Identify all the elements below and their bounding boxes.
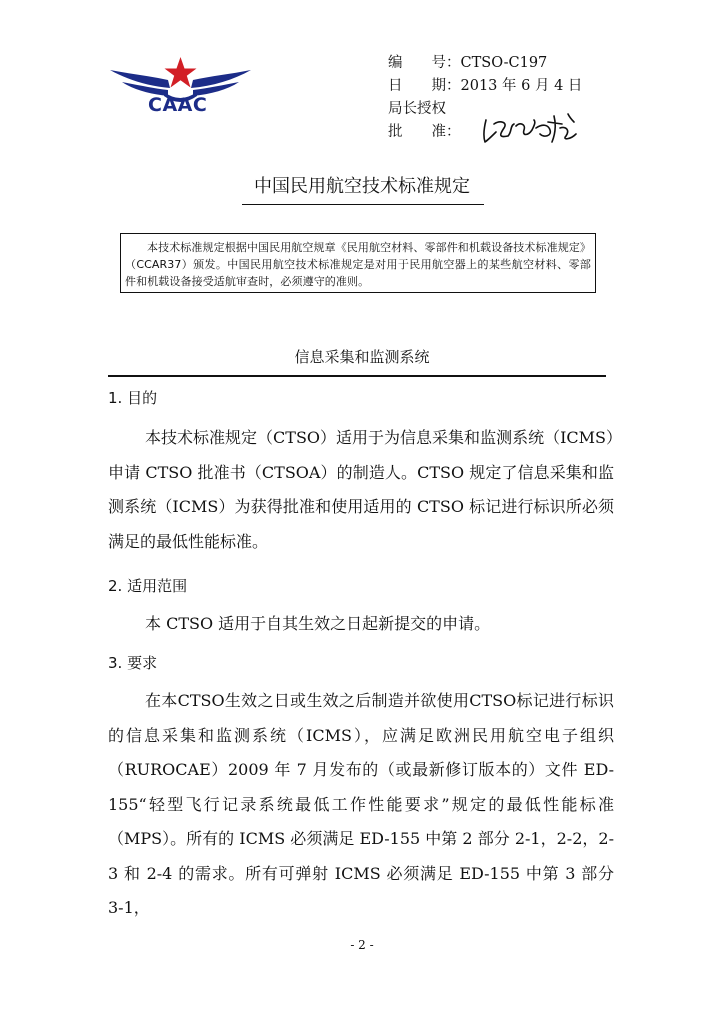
meta-date	[388, 74, 582, 98]
page-number: - 2 -	[350, 938, 374, 952]
meta-authorize	[388, 97, 446, 121]
meta-number	[388, 51, 547, 75]
section-paragraph-requirements: 在本CTSO生效之日或生效之后制造并欲使用CTSO标记进行标识的信息采集和监测系统（ICMS），应满足欧洲民用航空电子组织（RUROCAE）2009 年 7 月发布的（或最新修订版本的）文件 ED-155“轻型飞行记录系统最低工作性能要求”规定的最低性能标准（MPS）。所有的 ICMS 必须满足 ED-155 中第 2 部分 2-1，2-2，2-3 和 2-4 的需求。所有可弹射 ICMS 必须满足 ED-155 中第 3 部分 3-1，	[108, 691, 614, 917]
number-label: 编 号：	[388, 55, 461, 71]
notice-box: 本技术标准规定根据中国民用航空规章《民用航空材料、零部件和机载设备技术标准规定》（CCAR37）颁发。中国民用航空技术标准规定是对用于民用航空器上的某些航空材料、零部件和机载设备接受适航审查时，必须遵守的准则。	[120, 233, 596, 293]
approve-label: 批 准：	[388, 124, 461, 140]
section-paragraph-scope: 本 CTSO 适用于自其生效之日起新提交的申请。	[145, 614, 491, 633]
system-title: 信息采集和监测系统	[294, 348, 430, 366]
system-title-rule	[108, 375, 606, 377]
right-wing	[191, 70, 251, 96]
logo-text: CAAC	[148, 94, 208, 116]
section-heading-purpose: 1. 目的	[108, 389, 158, 407]
authorize-label: 局长授权	[388, 101, 446, 117]
section-heading-requirements: 3. 要求	[108, 654, 158, 672]
number-value: CTSO-C197	[460, 55, 548, 71]
red-star-icon	[165, 57, 197, 88]
left-wing	[110, 70, 170, 96]
date-label: 日 期：	[388, 78, 461, 94]
title-underline	[242, 204, 484, 205]
date-value: 2013 年 6 月 4 日	[460, 78, 583, 94]
meta-approve	[388, 120, 461, 144]
section-paragraph-purpose: 本技术标准规定（CTSO）适用于为信息采集和监测系统（ICMS）申请 CTSO 批准书（CTSOA）的制造人。CTSO 规定了信息采集和监测系统（ICMS）为获得批准和使用适用的 CTSO 标记进行标识所必须满足的最低性能标准。	[108, 428, 614, 551]
signature-image	[478, 110, 586, 150]
section-heading-scope: 2. 适用范围	[108, 577, 188, 595]
document-title: 中国民用航空技术标准规定	[254, 176, 470, 197]
